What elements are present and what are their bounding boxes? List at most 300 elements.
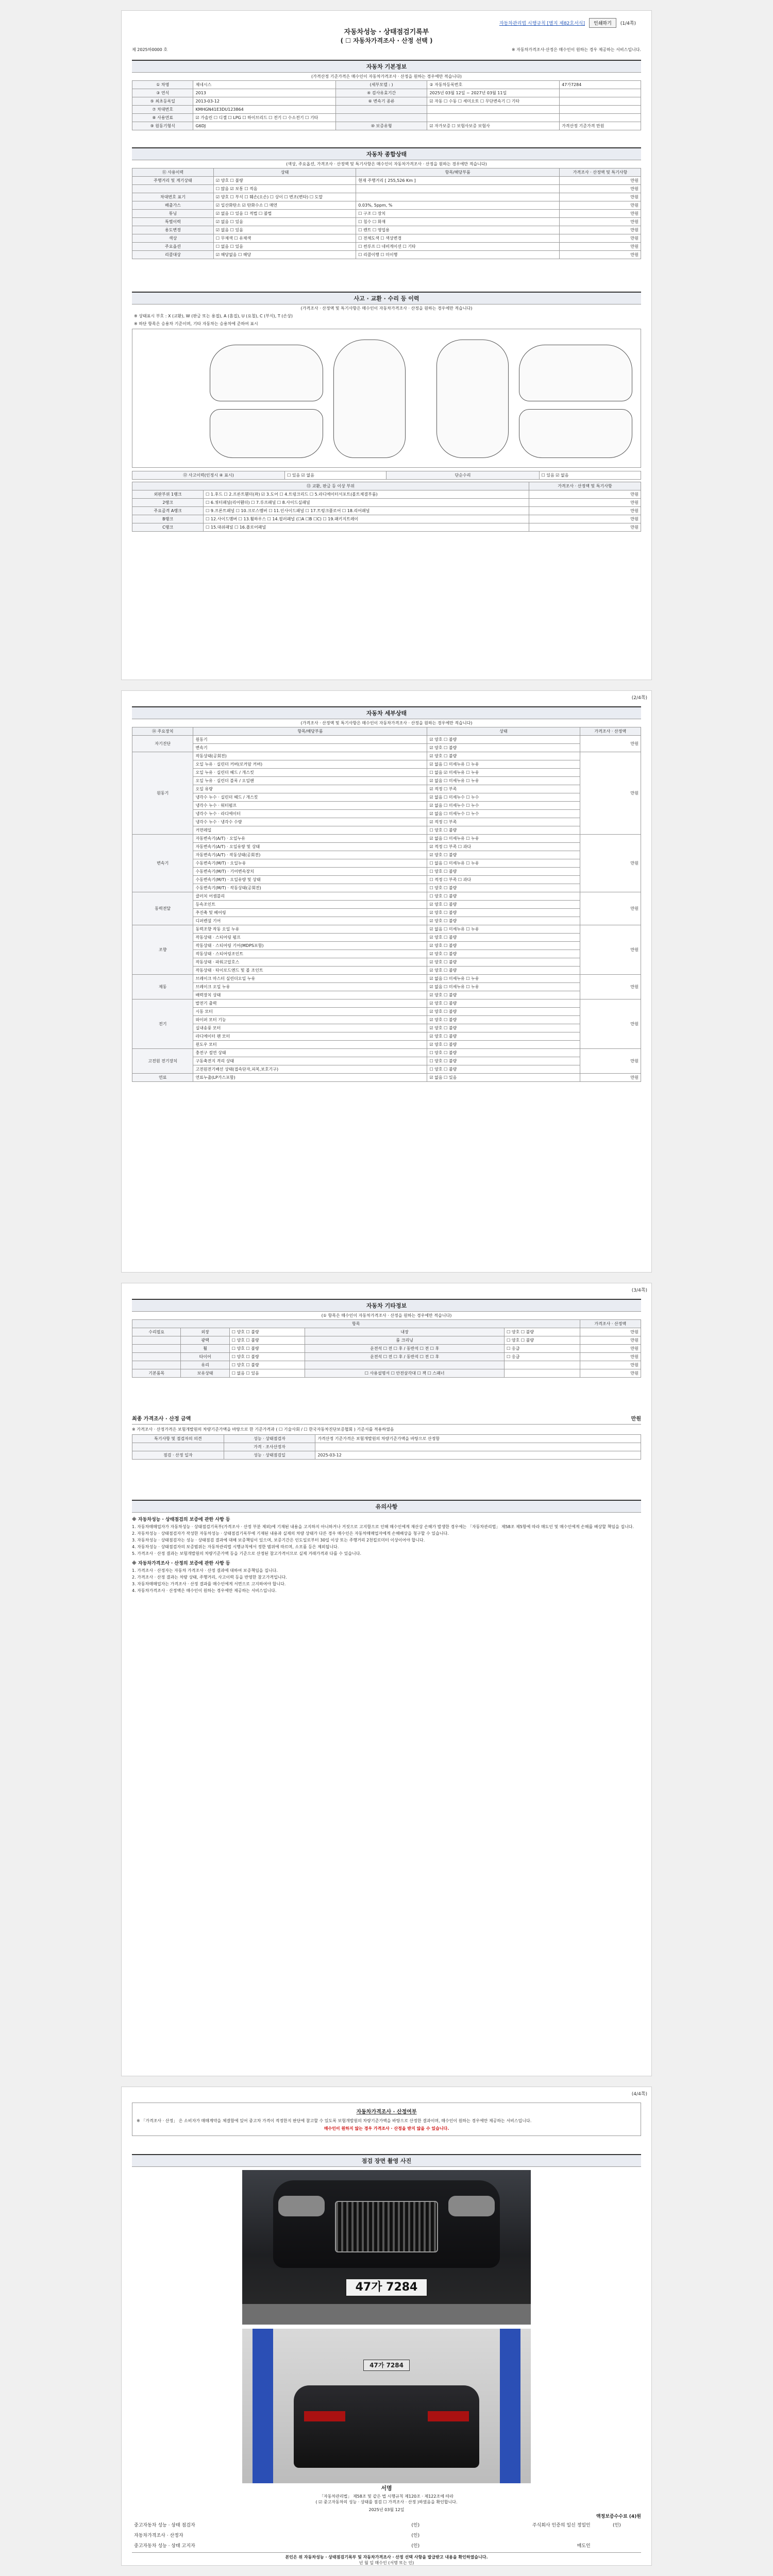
page-2 (121, 690, 652, 1273)
headlight-left-icon (278, 2196, 325, 2216)
note-item: 4. 자동차성능 · 상태점검자의 보증범위는 자동차관리법 시행규칙에서 정한 범위에 따르며, 소모품 등은 제외됩니다. (132, 1545, 339, 1549)
device-status: ☐ 적정 ☐ 부족 ☐ 과다 (427, 876, 580, 884)
other-table (132, 1319, 641, 1378)
table-row (132, 2519, 641, 2530)
field-value: 2025년 03월 12일 ~ 2027년 03월 11일 (427, 89, 560, 97)
table-row (132, 868, 641, 876)
table-row (132, 1451, 641, 1460)
device-item: 브레이크 마스터 실린더오일 누유 (193, 975, 427, 983)
device-status: ☑ 없음 ☐ 미세누유 ☐ 누유 (427, 777, 580, 785)
section-title: 사고 · 교환 · 수리 등 이력 (132, 292, 641, 304)
field-label: (세부모델 : ) (335, 81, 427, 89)
section-title: 자동차 종합상태 (132, 147, 641, 160)
signature-cell: (인) (411, 2533, 420, 2538)
note-item: 1. 자동차매매업자가 자동차성능 · 상태점검기록부(가격조사 · 산정 부분 제외)에 기재된 내용을 고지하지 아니하거나 거짓으로 고지함으로 인해 매수인에게 재산상 손해가 발생한 경우에는 「자동차관리법」 제58조 제5항에 따라 매도인 및 매수인에게 손해를 배상할 책임을 집니다. (132, 1524, 634, 1529)
device-item: 추진축 및 베어링 (193, 909, 427, 917)
device-price: 만원 (580, 1074, 641, 1082)
other-cell: ☐ 양호 ☐ 불량 (229, 1353, 305, 1361)
table-row (132, 122, 641, 130)
table-row (132, 793, 641, 802)
table-row (132, 934, 641, 942)
device-item: 작동상태 · 스티어링 기어(MDPS포함) (193, 942, 427, 950)
device-status: ☑ 양호 ☐ 불량 (427, 1008, 580, 1016)
device-status: ☐ 양호 ☐ 불량 (427, 1049, 580, 1057)
other-cell (505, 1369, 580, 1378)
row-detail: 현재 주행거리 [ 255,526 Km ] (356, 177, 560, 185)
device-status: ☑ 없음 ☐ 미세누수 ☐ 누수 (427, 793, 580, 802)
rear-photo (242, 2329, 531, 2483)
part-price: 만원 (529, 490, 641, 499)
regulation-link[interactable]: 자동차관리법 시행규칙 [별지 제82호서식] (499, 21, 585, 26)
device-price: 만원 (580, 835, 641, 892)
other-price: 만원 (580, 1353, 641, 1361)
signature-date: 2025년 03월 12일 (368, 2507, 405, 2512)
device-item: 와이퍼 모터 기능 (193, 1016, 427, 1024)
table-row (132, 2540, 641, 2550)
other-cell: ☐ 양호 ☐ 불량 (229, 1345, 305, 1353)
table-row (132, 1353, 641, 1361)
signature-text-2: ( ☑ 중고자동차의 성능 · 상태를 점검 ☐ 가격조사 · 산정 )하였음을 확인합니다. (315, 2500, 458, 2504)
page-3 (121, 1283, 652, 2076)
device-item: 자동변속기(A/T) · 오일누유 (193, 835, 427, 843)
row-detail: ☐ 썬루프 ☐ 네비게이션 ☐ 기타 (356, 243, 560, 251)
other-cell: ☐ 없음 ☐ 있음 (229, 1369, 305, 1378)
other-cell (132, 1345, 181, 1353)
row-detail (356, 185, 560, 193)
row-status: ☑ 양호 ☐ 부식 ☐ 훼손(오손) ☐ 상이 ☐ 변조(변타) ☐ 도말 (213, 193, 356, 201)
device-status: ☑ 양호 ☐ 불량 (427, 917, 580, 925)
other-cell: 룸 크리닝 (305, 1336, 505, 1345)
section-note: (가격조사 · 산정액 및 특기사항은 매수인이 자동차가격조사 · 산정을 원하는 경우에만 적습니다) (300, 306, 473, 311)
table-row (132, 1074, 641, 1082)
table-row (132, 234, 641, 243)
row-detail: ☐ 침수 ☐ 화재 (356, 218, 560, 226)
signature-cell: (인) (411, 2543, 420, 2549)
front-photo (242, 2170, 531, 2325)
table-row (132, 106, 641, 114)
device-status: ☑ 없음 ☐ 미세누유 ☐ 누유 (427, 925, 580, 934)
other-cell (132, 1336, 181, 1345)
device-status: ☑ 양호 ☐ 불량 (427, 999, 580, 1008)
lift-post-left-icon (253, 2329, 273, 2483)
parts-header: ⑬ 교환, 판금 등 이상 부위 (132, 482, 529, 490)
device-item: 윈도우 모터 (193, 1041, 427, 1049)
other-cell: ☐ 응급 (505, 1345, 580, 1353)
table-row (132, 736, 641, 744)
other-cell: 운전석 ☐ 전 ☐ 후 / 동반석 ☐ 전 ☐ 후 (305, 1345, 505, 1353)
row-price: 만원 (560, 177, 641, 185)
device-status: ☑ 적정 ☐ 부족 ☐ 과다 (427, 843, 580, 851)
car-frame-view (436, 340, 509, 458)
field-label (335, 106, 427, 114)
part-rank: 2랭크 (132, 499, 204, 507)
part-items: ☐ 9.프론트패널 ☐ 10.크로스멤버 ☐ 11.인사이드패널 ☐ 17.트렁크플로어 ☐ 18.리어패널 (204, 507, 529, 515)
device-item: 냉각수 누수 · 실린더 헤드 / 개스킷 (193, 793, 427, 802)
field-label (335, 114, 427, 122)
device-price: 만원 (580, 975, 641, 999)
table-row (132, 826, 641, 835)
other-cell: ☐ 양호 ☐ 불량 (229, 1336, 305, 1345)
table-row (132, 490, 641, 499)
other-cell: 외장 (181, 1328, 229, 1336)
device-group: 변속기 (132, 835, 193, 892)
device-item: 자동변속기(A/T) · 작동상태(공회전) (193, 851, 427, 859)
signature-cell: (인) (613, 2522, 621, 2528)
row-price: 만원 (560, 185, 641, 193)
license-plate: 47가 7284 (345, 2278, 428, 2297)
row-label (132, 185, 214, 193)
table-row (132, 752, 641, 760)
table-row (132, 909, 641, 917)
signature-cell: 중고자동차 성능 · 상태 고지자 (134, 2543, 195, 2549)
final-value: 가격산정 기준가격은 보험개발원의 차량기준가액을 바탕으로 산정함 (315, 1435, 641, 1443)
table-row (132, 802, 641, 810)
lift-post-right-icon (500, 2329, 520, 2483)
field-value (427, 106, 560, 114)
field-label: ⑩ 보증유형 (335, 122, 427, 130)
row-status: ☑ 양호 ☐ 불량 (213, 177, 356, 185)
other-section (132, 1299, 641, 1378)
field-value: KMHGN41E3DU123864 (193, 106, 335, 114)
section-title: 유의사항 (132, 1500, 641, 1513)
device-item: 작동상태 · 스티어링 펌프 (193, 934, 427, 942)
signature-text-1: 「자동차관리법」 제58조 및 같은 법 시행규칙 제120조 · 제122조에 따라 (320, 2494, 453, 2499)
row-status: ☐ 무채색 ☐ 유채색 (213, 234, 356, 243)
part-items: ☐ 6.쿼터패널(리어휀더) ☐ 7.루프패널 ☐ 8.사이드실패널 (204, 499, 529, 507)
notes-list-2 (132, 1568, 641, 1594)
row-price: 만원 (560, 243, 641, 251)
page-number: (2/4쪽) (631, 696, 647, 701)
field-value: 2013-03-12 (193, 97, 335, 106)
part-price: 만원 (529, 499, 641, 507)
row-status: ☐ 많음 ☑ 보통 ☐ 적음 (213, 185, 356, 193)
document-note: ※ 자동차가격조사·산정은 매수인이 원하는 경우 제공하는 서비스입니다. (511, 47, 641, 52)
final-label: 특기사항 및 점검자의 의견 (132, 1435, 224, 1443)
other-price: 만원 (580, 1369, 641, 1378)
other-cell: 휠 (181, 1345, 229, 1353)
detail-table (132, 727, 641, 1082)
page-4 (121, 2087, 652, 2566)
other-cell: 광택 (181, 1336, 229, 1345)
row-price: 만원 (560, 193, 641, 201)
table-row (132, 851, 641, 859)
table-row (132, 243, 641, 251)
part-rank: 주요골격 A랭크 (132, 507, 204, 515)
field-label: ⑥ 변속기 종류 (335, 97, 427, 106)
selection-text: ※ 「가격조사 · 산정」 은 소비자가 매매계약을 체결함에 있어 중고차 가격이 적정한지 판단에 참고할 수 있도록 보험개발원의 차량기준가액을 바탕으로 산정한 결과이며, 매수인이 원하는 경우에만 제공하는 서비스입니다. (137, 2119, 532, 2123)
table-row (132, 81, 641, 89)
signature-footer-2: 년 월 일 매수인 (서명 또는 인) (359, 2561, 414, 2565)
column-header: 가격조사 · 산정액 (580, 727, 641, 736)
column-header: 가격조사 · 산정액 (580, 1320, 641, 1328)
final-table (132, 1434, 641, 1460)
document-title: 자동차성능 · 상태점검기록부 (344, 28, 429, 36)
device-status: ☑ 양호 ☐ 불량 (427, 1024, 580, 1032)
note-item: 4. 자동차가격조사 · 산정액은 매수인이 원하는 경우에만 제공하는 서비스입니다. (132, 1588, 277, 1593)
section-title: 자동차 세부상태 (132, 706, 641, 719)
row-label: 용도변경 (132, 226, 214, 234)
table-row (132, 1049, 641, 1057)
final-unit: 만원 (631, 1416, 641, 1422)
device-status: ☐ 양호 ☐ 불량 (427, 1065, 580, 1074)
table-row (132, 785, 641, 793)
print-button[interactable]: 인쇄하기 (589, 18, 616, 28)
rear-plate: 47가 7284 (363, 2360, 410, 2371)
row-label: 주요옵션 (132, 243, 214, 251)
table-row (132, 760, 641, 769)
table-row (132, 999, 641, 1008)
device-item: 클러치 어셈블리 (193, 892, 427, 901)
row-status: ☑ 없음 ☐ 있음 (213, 226, 356, 234)
legend-1: ※ 상태표시 부호 : X (교환), W (판금 또는 용접), A (흠집), U (요철), C (부식), T (손상) (134, 314, 293, 318)
device-status: ☑ 적정 ☐ 부족 (427, 818, 580, 826)
table-row (132, 917, 641, 925)
final-value: 2025-03-12 (315, 1451, 641, 1460)
field-value: 제네시스 (193, 81, 335, 89)
signature-table (132, 2519, 641, 2550)
device-group: 고전원 전기장치 (132, 1049, 193, 1074)
device-group: 동력전달 (132, 892, 193, 925)
table-row (132, 523, 641, 532)
final-label (132, 1443, 224, 1451)
note-item: 3. 자동차성능 · 상태점검자는 성능 · 상태점검 결과에 대해 보증책임이 있으며, 보증기간은 인도일로부터 30일 이상 또는 주행거리 2천킬로미터 이상이어야 합니다. (132, 1538, 425, 1543)
row-detail: ☐ 렌트 ☐ 영업용 (356, 226, 560, 234)
row-detail (356, 193, 560, 201)
section-note: (색상, 주요옵션, 가격조사 · 산정액 및 특기사항은 매수인이 자동차가격조사 · 산정을 원하는 경우에만 적습니다) (286, 162, 487, 166)
car-rear-icon (294, 2385, 479, 2468)
table-row (132, 1328, 641, 1336)
other-price: 만원 (580, 1345, 641, 1353)
accident-history-table (132, 471, 641, 480)
row-status: ☑ 일산화탄소 ☑ 탄화수소 ☐ 매연 (213, 201, 356, 210)
device-item: 고전원전기배선 상태(접속단자,피복,보호기구) (193, 1065, 427, 1074)
device-group: 자기진단 (132, 736, 193, 752)
device-item: 실내송풍 모터 (193, 1024, 427, 1032)
table-row (132, 777, 641, 785)
field-value: 47가7284 (560, 81, 641, 89)
device-item: 냉각수 누수 · 냉각수 수량 (193, 818, 427, 826)
table-row (132, 1041, 641, 1049)
row-detail: ☐ 구조 ☐ 장치 (356, 210, 560, 218)
device-status: ☑ 없음 ☐ 미세누유 ☐ 누유 (427, 760, 580, 769)
device-item: 오일 누유 · 실린더 헤드 / 개스킷 (193, 769, 427, 777)
device-status: ☐ 양호 ☐ 불량 (427, 892, 580, 901)
note-item: 2. 자동차성능 · 상태점검자가 작성한 자동차성능 · 상태점검기록부에 기재된 내용과 실제의 차량 상태가 다른 경우 매수인은 자동차매매업자에게 손해배상을 청구할 수 있습니다. (132, 1531, 449, 1536)
table-row (132, 515, 641, 523)
device-status: ☑ 양호 ☐ 불량 (427, 1041, 580, 1049)
selection-warning: 매수인이 원하지 않는 경우 가격조사 · 산정을 받지 않을 수 있습니다. (324, 2126, 449, 2131)
note-item: 5. 가격조사 · 산정 결과는 보험개발원의 차량기준가액 등을 기준으로 산정된 참고가격이므로 실제 거래가격과 다를 수 있습니다. (132, 1551, 361, 1556)
device-status: ☑ 양호 ☐ 불량 (427, 736, 580, 744)
signature-cell (593, 2530, 641, 2540)
table-row (132, 1016, 641, 1024)
device-status: ☑ 양호 ☐ 불량 (427, 901, 580, 909)
basic-info-table (132, 80, 641, 130)
headlight-right-icon (448, 2196, 495, 2216)
table-row (132, 769, 641, 777)
device-status: ☑ 양호 ☐ 불량 (427, 942, 580, 950)
field-value: ☑ 자가보증 ☐ 보험사보증 보험사 (427, 122, 560, 130)
table-row (132, 114, 641, 122)
car-diagram (132, 329, 641, 468)
notes-list-1 (132, 1524, 641, 1556)
basic-info-section (132, 60, 641, 130)
final-value (315, 1443, 641, 1451)
table-row (132, 975, 641, 983)
final-role: 성능 · 상태점검자 (224, 1435, 315, 1443)
table-row (132, 218, 641, 226)
field-label: ④ 검사유효기간 (335, 89, 427, 97)
row-status: ☑ 없음 ☐ 있음 ☐ 적법 ☐ 불법 (213, 210, 356, 218)
document-number: 제 2025하0000 호 (132, 47, 167, 52)
device-item: 작동상태 · 스티어링조인트 (193, 950, 427, 958)
final-section (132, 1412, 641, 1460)
signature-cell: 자동차가격조사 · 산정자 (134, 2533, 183, 2538)
row-price: 만원 (560, 251, 641, 259)
table-row (132, 1345, 641, 1353)
row-detail: 0.03%, 5ppm, % (356, 201, 560, 210)
section-title: 자동차 기타정보 (132, 1299, 641, 1312)
table-row (132, 201, 641, 210)
section-note: (가격조사 · 산정액 및 특기사항은 매수인이 자동차가격조사 · 산정을 원하는 경우에만 적습니다) (300, 721, 473, 725)
device-group: 연료 (132, 1074, 193, 1082)
part-rank: C랭크 (132, 523, 204, 532)
table-row (132, 884, 641, 892)
device-item: 작동상태 · 파워고압호스 (193, 958, 427, 967)
other-cell: 운전석 ☐ 전 ☐ 후 / 동반석 ☐ 전 ☐ 후 (305, 1353, 505, 1361)
note-item: 1. 가격조사 · 산정자는 자동차 가격조사 · 산정 결과에 대하여 보증책임을 집니다. (132, 1568, 278, 1573)
car-rear-view (210, 409, 323, 458)
table-row (132, 818, 641, 826)
selection-box (132, 2103, 641, 2136)
other-cell: 수리필요 (132, 1328, 181, 1336)
device-item: 수동변속기(M/T) · 작동상태(공회전) (193, 884, 427, 892)
column-header: 가격조사 · 산정액 및 특기사항 (560, 168, 641, 177)
table-row (132, 193, 641, 201)
final-title: 최종 가격조사 · 산정 금액 (132, 1416, 191, 1422)
device-status: ☐ 양호 ☐ 불량 (427, 868, 580, 876)
table-row (132, 499, 641, 507)
row-price: 만원 (560, 201, 641, 210)
repair-value: ☐ 있음 ☑ 없음 (539, 471, 641, 480)
other-cell (132, 1353, 181, 1361)
device-price: 만원 (580, 752, 641, 835)
signature-company: 액정보증수수료 (4)원 (596, 2514, 641, 2519)
table-row (132, 507, 641, 515)
column-header: 항목/해당부품 (193, 727, 427, 736)
row-label: 배출가스 (132, 201, 214, 210)
row-status: ☑ 없음 ☐ 있음 (213, 218, 356, 226)
device-status: ☑ 양호 ☐ 불량 (427, 851, 580, 859)
other-cell: 기본품목 (132, 1369, 181, 1378)
condition-table (132, 168, 641, 259)
device-status: ☑ 양호 ☐ 불량 (427, 752, 580, 760)
page-1 (121, 10, 652, 680)
device-status: ☑ 양호 ☐ 불량 (427, 958, 580, 967)
device-item: 브레이크 오일 누유 (193, 983, 427, 991)
field-value (560, 89, 641, 97)
row-label: 튜닝 (132, 210, 214, 218)
note-item: 3. 자동차매매업자는 가격조사 · 산정 결과를 매수인에게 서면으로 고지하여야 합니다. (132, 1582, 286, 1586)
car-front-view (519, 409, 632, 458)
device-price: 만원 (580, 925, 641, 975)
device-item: 작동상태 · 타이로드엔드 및 볼 조인트 (193, 967, 427, 975)
section-note: (가격산정 기준가격은 매수인이 자동차가격조사 · 산정을 원하는 경우에만 적습니다) (311, 74, 462, 79)
signature-cell: 매도인 (577, 2543, 591, 2549)
device-status: ☑ 적정 ☐ 부족 (427, 785, 580, 793)
field-value (427, 114, 560, 122)
page-number: (4/4쪽) (631, 2092, 647, 2097)
row-label: 리콜대상 (132, 251, 214, 259)
row-price: 만원 (560, 226, 641, 234)
table-row (132, 177, 641, 185)
signature-footer-1: 본인은 위 자동차성능 · 상태점검기록부 및 자동차가격조사 · 산정 선택 사항을 발급받고 내용을 확인하였습니다. (132, 2552, 641, 2560)
device-group: 조향 (132, 925, 193, 975)
field-label: ⑦ 차대번호 (132, 106, 193, 114)
device-status: ☑ 양호 ☐ 불량 (427, 1032, 580, 1041)
device-status: ☑ 없음 ☐ 미세누수 ☐ 누수 (427, 802, 580, 810)
field-value: ☑ 자동 ☐ 수동 ☐ 세미오토 ☐ 무단변속기 ☐ 기타 (427, 97, 560, 106)
row-price: 만원 (560, 210, 641, 218)
column-header: 상태 (213, 168, 356, 177)
field-value: ☑ 가솔린 ☐ 디젤 ☐ LPG ☐ 하이브리드 ☐ 전기 ☐ 수소전기 ☐ 기타 (193, 114, 335, 122)
table-row (132, 1024, 641, 1032)
row-status: ☐ 없음 ☐ 있음 (213, 243, 356, 251)
table-row (132, 925, 641, 934)
device-status: ☑ 양호 ☐ 불량 (427, 909, 580, 917)
device-item: 냉각수 누수 · 워터펌프 (193, 802, 427, 810)
other-cell: ☐ 양호 ☐ 불량 (505, 1328, 580, 1336)
row-label: 특별이력 (132, 218, 214, 226)
device-item: 냉각수 누수 · 라디에이터 (193, 810, 427, 818)
other-cell: ☐ 양호 ☐ 불량 (229, 1361, 305, 1369)
notes-section (132, 1500, 641, 1595)
part-items: ☐ 15.대쉬패널 ☐ 16.플로어패널 (204, 523, 529, 532)
other-cell: 내장 (305, 1328, 505, 1336)
table-row (132, 1369, 641, 1378)
table-row (132, 892, 641, 901)
part-rank: B랭크 (132, 515, 204, 523)
section-title: 자동차 기본정보 (132, 60, 641, 73)
price-header: 가격조사 · 산정액 및 특기사항 (529, 482, 641, 490)
device-item: 발전기 출력 (193, 999, 427, 1008)
car-side-view-right (519, 345, 632, 401)
other-price: 만원 (580, 1328, 641, 1336)
table-row (132, 991, 641, 999)
device-status: ☑ 양호 ☐ 불량 (427, 744, 580, 752)
legend-2: ※ 하단 항목은 승용차 기준이며, 기타 자동차는 승용차에 준하여 표시 (134, 321, 258, 326)
table-row (132, 958, 641, 967)
table-row (132, 185, 641, 193)
device-item: 연료누출(LP가스포함) (193, 1074, 427, 1082)
accident-label: ⑫ 사고이력(인정시 ④ 표시) (132, 471, 285, 480)
other-cell (132, 1361, 181, 1369)
signature-section (132, 2484, 641, 2566)
table-row (132, 251, 641, 259)
table-row (132, 859, 641, 868)
field-value (560, 114, 641, 122)
column-header: ⑭ 주요장치 (132, 727, 193, 736)
other-cell: ☐ 양호 ☐ 불량 (505, 1336, 580, 1345)
device-item: 디퍼렌셜 기어 (193, 917, 427, 925)
grille-icon (335, 2201, 438, 2252)
selection-title: 자동차가격조사 · 산정여부 (356, 2109, 417, 2115)
field-label: ⑨ 원동기형식 (132, 122, 193, 130)
field-label: ⑧ 사용연료 (132, 114, 193, 122)
device-price: 만원 (580, 736, 641, 752)
accident-value: ☐ 있음 ☑ 없음 (285, 471, 386, 480)
device-status: ☐ 양호 ☐ 불량 (427, 1057, 580, 1065)
